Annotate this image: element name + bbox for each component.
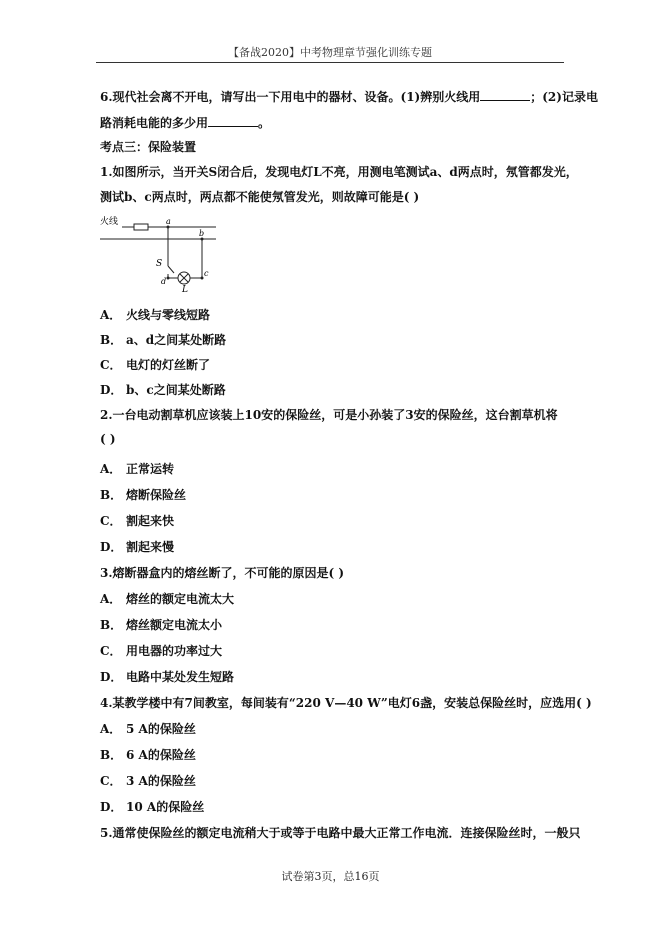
q6-text-4: 。 bbox=[258, 116, 271, 130]
q1-stem-line1: 1.如图所示，当开关S闭合后，发现电灯L不亮，用测电笔测试a、d两点时，氖管都发光， bbox=[100, 165, 578, 179]
q6-text-3: 路消耗电能的多少用 bbox=[100, 116, 209, 130]
q2-option-b[interactable]: B． 熔断保险丝 bbox=[100, 488, 187, 502]
q1-stem-line2: 测试b、c两点时，两点都不能使氖管发光，则故障可能是( ) bbox=[100, 190, 420, 204]
q3-stem: 3.熔断器盒内的熔丝断了，不可能的原因是( ) bbox=[100, 566, 345, 580]
q5-stem: 5.通常使保险丝的额定电流稍大于或等于电路中最大正常工作电流．连接保险丝时，一般只 bbox=[100, 826, 581, 840]
q6-text-2: ；(2)记录电 bbox=[530, 90, 598, 104]
q3-option-a[interactable]: A． 熔丝的额定电流太大 bbox=[100, 592, 235, 606]
q1-option-d[interactable]: D． b、c之间某处断路 bbox=[100, 383, 226, 397]
q6-line1 bbox=[100, 88, 598, 105]
q2-stem-line2: ( ) bbox=[100, 432, 116, 446]
section-title: 考点三：保险装置 bbox=[100, 140, 197, 154]
point-a-label: a bbox=[166, 217, 171, 226]
point-c-label: c bbox=[204, 269, 209, 278]
lamp-label: L bbox=[182, 285, 188, 292]
switch-symbol bbox=[168, 266, 174, 273]
point-b-label: b bbox=[199, 229, 205, 238]
q3-option-b[interactable]: B． 熔丝额定电流太小 bbox=[100, 618, 223, 632]
fuse-symbol bbox=[134, 224, 148, 230]
q2-option-a[interactable]: A． 正常运转 bbox=[100, 462, 175, 476]
switch-label: S bbox=[156, 259, 163, 269]
q4-option-a[interactable]: A． 5 A的保险丝 bbox=[100, 722, 196, 736]
page-footer: 试卷第3页，总16页 bbox=[281, 870, 380, 883]
q6-blank-2[interactable] bbox=[208, 116, 258, 127]
q2-option-c[interactable]: C． 割起来快 bbox=[100, 514, 175, 528]
q1-option-a[interactable]: A． 火线与零线短路 bbox=[100, 308, 211, 322]
q1-option-c[interactable]: C． 电灯的灯丝断了 bbox=[100, 358, 211, 372]
q2-option-d[interactable]: D． 割起来慢 bbox=[100, 540, 175, 554]
point-c bbox=[201, 277, 204, 280]
point-d bbox=[167, 277, 170, 280]
q3-option-d[interactable]: D． 电路中某处发生短路 bbox=[100, 670, 235, 684]
q3-option-c[interactable]: C． 用电器的功率过大 bbox=[100, 644, 223, 658]
q1-option-b[interactable]: B． a、d之间某处断路 bbox=[100, 333, 227, 347]
q6-blank-1[interactable] bbox=[480, 90, 530, 101]
header-rule bbox=[96, 62, 564, 63]
q2-stem-line1: 2.一台电动割草机应该装上10安的保险丝，可是小孙装了3安的保险丝，这台割草机将 bbox=[100, 408, 558, 422]
q4-option-d[interactable]: D． 10 A的保险丝 bbox=[100, 800, 205, 814]
page-header: 【备战2020】中考物理章节强化训练专题 bbox=[228, 46, 432, 59]
q4-option-b[interactable]: B． 6 A的保险丝 bbox=[100, 748, 196, 762]
q6-line2 bbox=[100, 114, 270, 131]
q4-stem: 4.某教学楼中有7间教室，每间装有“220 V—40 W”电灯6盏，安装总保险丝时，应选用( ) bbox=[100, 696, 592, 710]
circuit-figure bbox=[98, 212, 222, 292]
point-d-label: d bbox=[161, 277, 167, 286]
q4-option-c[interactable]: C． 3 A的保险丝 bbox=[100, 774, 196, 788]
q6-text-1: 6.现代社会离不开电，请写出一下用电中的器材、设备。(1)辨别火线用 bbox=[100, 90, 481, 104]
live-wire-label: 火线 bbox=[100, 217, 119, 227]
